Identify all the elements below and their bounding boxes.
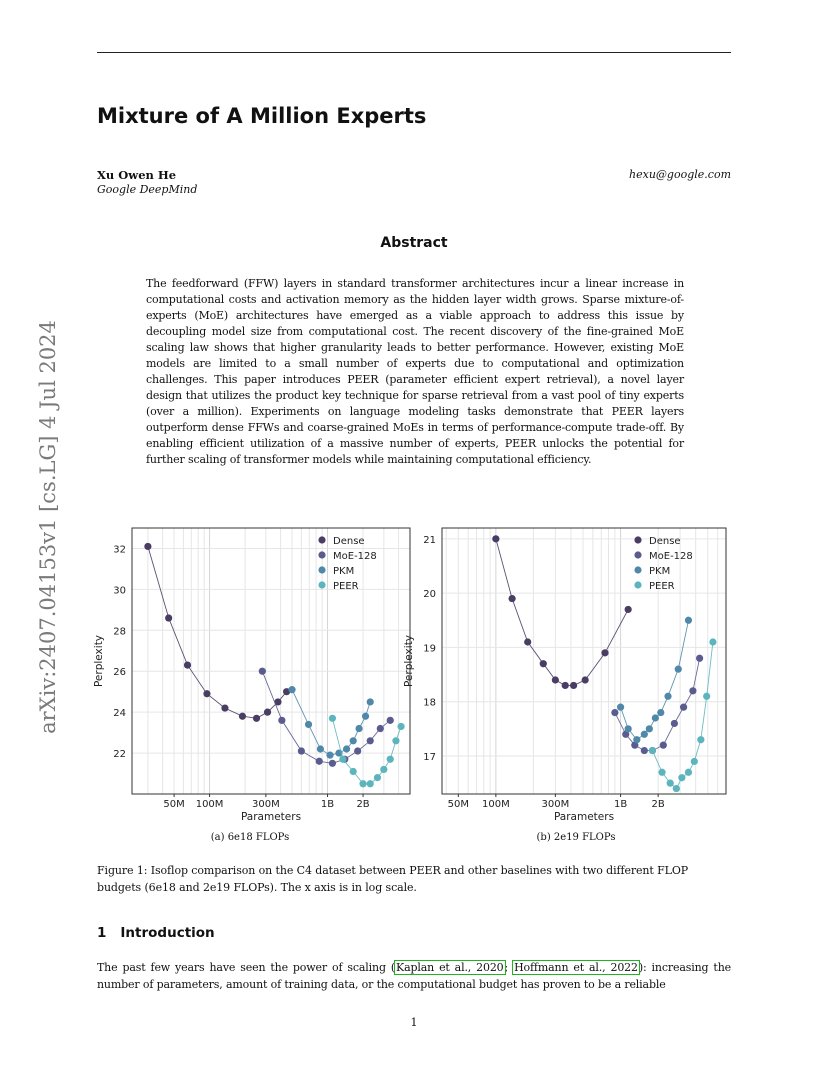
data-point-dense (570, 682, 577, 689)
data-point-dense (165, 614, 172, 621)
data-point-moe-128 (689, 687, 696, 694)
data-point-pkm (355, 725, 362, 732)
legend-label: PKM (649, 566, 671, 577)
data-point-dense (144, 543, 151, 550)
data-point-peer (367, 780, 374, 787)
data-point-peer (374, 774, 381, 781)
y-axis-label: Perplexity (93, 634, 105, 688)
data-point-pkm (367, 698, 374, 705)
data-point-dense (524, 638, 531, 645)
isoflop-chart-2e19-svg (403, 526, 730, 826)
data-point-dense (562, 682, 569, 689)
legend-label: PKM (333, 566, 355, 577)
intro-citation-separator: ; (504, 961, 514, 974)
legend-label: MoE-128 (333, 551, 377, 562)
data-point-pkm (646, 725, 653, 732)
intro-text-start: The past few years have seen the power of scaling ( (97, 961, 395, 974)
data-point-peer (392, 737, 399, 744)
plot-area (442, 528, 726, 794)
data-point-dense (253, 715, 260, 722)
data-point-dense (625, 606, 632, 613)
data-point-dense (221, 704, 228, 711)
data-point-peer (397, 723, 404, 730)
data-point-dense (492, 535, 499, 542)
data-point-peer (691, 758, 698, 765)
citation-hoffmann[interactable]: Hoffmann et al., 2022 (514, 961, 638, 974)
data-point-pkm (675, 666, 682, 673)
subfigure-caption-b: (b) 2e19 FLOPs (536, 832, 616, 843)
x-tick-label: 300M (252, 799, 280, 810)
y-tick-label: 26 (113, 667, 126, 679)
data-point-moe-128 (671, 720, 678, 727)
paper-title: Mixture of A Million Experts (97, 104, 427, 128)
data-point-peer (387, 756, 394, 763)
data-point-moe-128 (298, 747, 305, 754)
data-point-pkm (326, 752, 333, 759)
data-point-pkm (641, 731, 648, 738)
data-point-peer (709, 638, 716, 645)
abstract-heading: Abstract (380, 235, 448, 251)
header-rule (97, 52, 731, 53)
data-point-peer (359, 780, 366, 787)
data-point-moe-128 (641, 747, 648, 754)
data-point-peer (339, 756, 346, 763)
data-point-pkm (288, 686, 295, 693)
data-point-moe-128 (354, 747, 361, 754)
y-tick-label: 17 (423, 752, 436, 763)
y-tick-label: 22 (113, 749, 126, 761)
y-tick-label: 32 (113, 544, 126, 556)
author-email: hexu@google.com (629, 168, 731, 181)
section-heading (97, 925, 215, 941)
data-point-peer (673, 785, 680, 792)
intro-text-end: ): increasing the number of parameters, amount of training data, or the computational budget has proven to be a reliable (97, 961, 731, 991)
data-point-dense (264, 709, 271, 716)
x-tick-label: 50M (447, 799, 469, 810)
data-point-moe-128 (696, 655, 703, 662)
intro-paragraph (97, 959, 731, 993)
page-number: 1 (410, 1016, 418, 1029)
citation-kaplan[interactable]: Kaplan et al., 2020 (396, 961, 504, 974)
y-tick-label: 19 (423, 643, 436, 655)
data-point-dense (601, 649, 608, 656)
isoflop-chart-2e19 (403, 526, 730, 826)
x-axis-label: Parameters (553, 811, 615, 823)
x-tick-label: 1B (613, 799, 628, 810)
data-point-moe-128 (329, 760, 336, 767)
data-point-peer (685, 769, 692, 776)
data-point-pkm (652, 714, 659, 721)
legend-marker (318, 566, 325, 573)
legend-label: Dense (649, 536, 681, 547)
data-point-dense (582, 676, 589, 683)
data-point-dense (540, 660, 547, 667)
x-tick-label: 1B (320, 799, 335, 810)
legend-marker (634, 581, 641, 588)
legend-label: MoE-128 (649, 551, 693, 562)
x-axis-label: Parameters (240, 811, 302, 823)
data-point-pkm (362, 713, 369, 720)
data-point-pkm (633, 736, 640, 743)
legend-marker (634, 566, 641, 573)
legend-marker (634, 551, 641, 558)
x-tick-label: 50M (163, 799, 185, 810)
figure-caption: Figure 1: Isoflop comparison on the C4 dataset between PEER and other baselines with two different FLOP budgets (6e18 and 2e19 FLOPs). The x axis is in log scale. (97, 864, 689, 894)
legend-label: PEER (333, 581, 359, 592)
isoflop-chart-6e18 (93, 526, 410, 826)
y-tick-label: 30 (113, 585, 126, 597)
data-point-moe-128 (387, 717, 394, 724)
legend-label: Dense (333, 536, 365, 547)
section-number: 1 (97, 925, 107, 941)
y-tick-label: 28 (113, 626, 126, 638)
author-affiliation: Google DeepMind (97, 183, 198, 196)
legend-marker (318, 551, 325, 558)
data-point-peer (649, 747, 656, 754)
data-point-peer (667, 780, 674, 787)
legend-marker (318, 536, 325, 543)
legend-marker (634, 536, 641, 543)
data-point-pkm (685, 617, 692, 624)
data-point-pkm (305, 721, 312, 728)
arxiv-identifier: arXiv:2407.04153v1 [cs.LG] 4 Jul 2024 (36, 320, 60, 734)
data-point-peer (658, 769, 665, 776)
data-point-peer (678, 774, 685, 781)
y-tick-label: 18 (423, 697, 436, 709)
data-point-pkm (350, 737, 357, 744)
x-tick-label: 2B (356, 799, 370, 810)
data-point-dense (552, 676, 559, 683)
data-point-pkm (657, 709, 664, 716)
data-point-pkm (343, 745, 350, 752)
data-point-moe-128 (611, 709, 618, 716)
x-tick-label: 100M (195, 799, 224, 810)
data-point-dense (203, 690, 210, 697)
x-tick-label: 100M (481, 799, 510, 810)
data-point-pkm (617, 704, 624, 711)
data-point-pkm (625, 725, 632, 732)
data-point-moe-128 (680, 704, 687, 711)
data-point-peer (697, 736, 704, 743)
data-point-moe-128 (278, 717, 285, 724)
data-point-pkm (317, 745, 324, 752)
isoflop-chart-6e18-svg (93, 526, 410, 826)
data-point-moe-128 (377, 725, 384, 732)
data-point-dense (184, 661, 191, 668)
data-point-peer (329, 715, 336, 722)
x-tick-label: 300M (541, 799, 570, 810)
y-tick-label: 24 (113, 708, 126, 720)
data-point-dense (509, 595, 516, 602)
data-point-peer (350, 768, 357, 775)
author-name: Xu Owen He (97, 168, 177, 182)
data-point-moe-128 (259, 668, 266, 675)
abstract-text: The feedforward (FFW) layers in standard transformer architectures incur a linear increase in computational costs and activation memory as the hidden layer width grows. Sparse mixture-of-experts (MoE) architectures have emerged as a viable approach to address this issue by decoupling model size from computational cost. The recent discovery of the fine-grained MoE scaling law shows that higher granularity leads to better performance. However, existing MoE models are limited to a small number of experts due to computational and optimization challenges. This paper introduces PEER (parameter efficient expert retrieval), a novel layer design that utilizes the product key technique for sparse retrieval from a vast pool of tiny experts (over a million). Experiments on language modeling tasks demonstrate that PEER layers outperform dense FFWs and coarse-grained MoEs in terms of performance-compute trade-off. By enabling efficient utilization of a massive number of experts, PEER unlocks the potential for further scaling of transformer models while maintaining computational efficiency. (146, 277, 684, 466)
data-point-dense (239, 713, 246, 720)
legend-label: PEER (649, 581, 675, 592)
data-point-peer (703, 693, 710, 700)
legend-marker (318, 581, 325, 588)
x-tick-label: 2B (651, 799, 665, 810)
section-title: Introduction (120, 925, 215, 941)
data-point-moe-128 (316, 758, 323, 765)
data-point-peer (380, 766, 387, 773)
y-tick-label: 21 (423, 534, 436, 546)
data-point-pkm (664, 693, 671, 700)
y-tick-label: 20 (423, 589, 436, 601)
data-point-moe-128 (660, 742, 667, 749)
data-point-moe-128 (367, 737, 374, 744)
y-axis-label: Perplexity (403, 634, 415, 688)
subfigure-caption-a: (a) 6e18 FLOPs (210, 832, 290, 843)
